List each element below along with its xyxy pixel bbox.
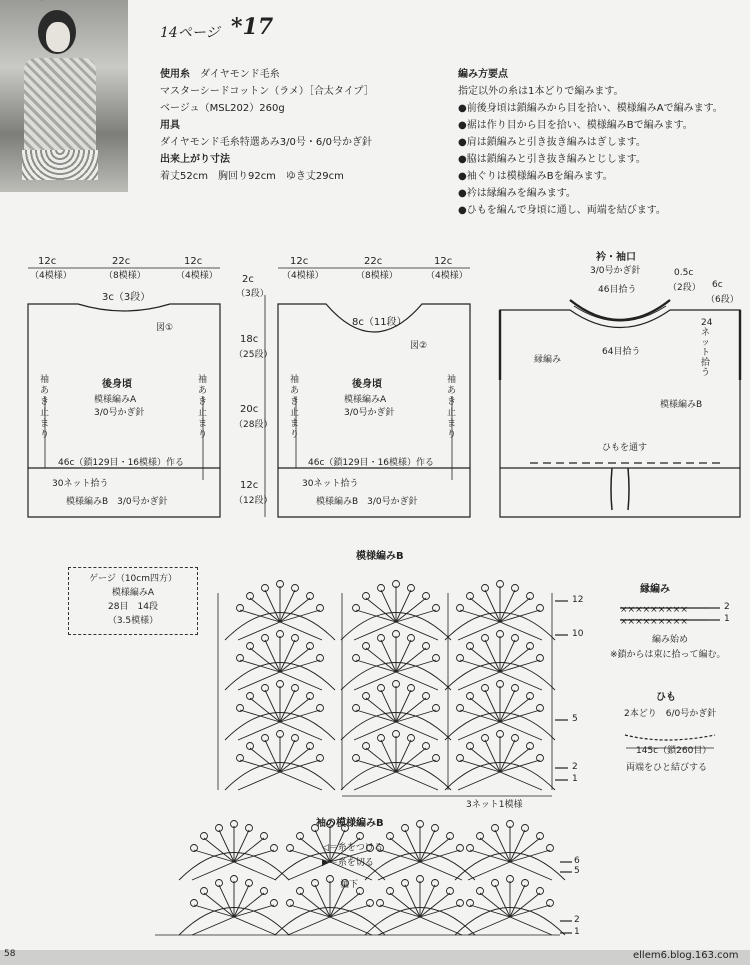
sleeve-row-6: 6 — [574, 856, 580, 866]
sleeve-legend-attach: ◁＝糸をつける — [322, 843, 383, 853]
sleeve-underarm: 袖下 — [340, 880, 359, 890]
yarn-heading: 使用糸 — [160, 69, 190, 80]
collar-pick-64: 64目拾う — [602, 347, 641, 357]
side-dim-3-sub: （28段） — [234, 420, 273, 430]
cord-title: ひも — [656, 692, 676, 703]
yarn-color: ベージュ（MSL202）260g — [160, 103, 285, 114]
back-neck-depth: 3c（3段） — [102, 292, 151, 303]
front-neck-depth: 8c（11段） — [352, 317, 407, 328]
front-title: 後身頃 — [352, 379, 382, 390]
collar-width-05: 0.5c — [674, 268, 694, 278]
edging-start: 編み始め — [652, 635, 689, 645]
back-pattern: 模様編みA — [94, 395, 137, 405]
front-top-right: 12c — [434, 256, 453, 267]
armhole-net-24: 24ネット拾う — [701, 318, 713, 378]
back-armhole-right: 袖あき止まり — [198, 375, 208, 440]
back-top-mid: 22c — [112, 256, 131, 267]
svg-text:×××××××××: ××××××××× — [620, 617, 688, 627]
chart-b-row-2: 2 — [572, 762, 578, 772]
instruction-item: ●肩は鎖編みと引き抜き編みはぎします。 — [458, 137, 646, 148]
side-dim-1-sub: （3段） — [236, 289, 269, 299]
back-armhole-left: 袖あき止まり — [40, 375, 50, 440]
front-top-left-sub: （4模様） — [282, 271, 324, 281]
armhole-pattern-b: 模様編みB — [660, 400, 703, 410]
collar-pick-46: 46目拾う — [598, 285, 637, 295]
back-top-right: 12c — [184, 256, 203, 267]
back-top-left: 12c — [38, 256, 57, 267]
back-top-right-sub: （4模様） — [176, 271, 218, 281]
pattern-number: *17 — [231, 14, 274, 40]
page-reference: 14ページ — [160, 25, 220, 41]
cord-note: 両端をひと結びする — [626, 763, 708, 773]
collar-hook: 3/0号かぎ針 — [590, 266, 641, 276]
collar-edge-label: 縁編み — [534, 355, 562, 365]
edging-note: ※鎖からは束に拾って編む。 — [610, 650, 726, 660]
yarn-brand: ダイヤモンド毛糸 — [200, 69, 280, 80]
front-hem: 模様編みB 3/0号かぎ針 — [316, 497, 418, 507]
side-dim-3: 20c — [240, 404, 259, 415]
instructions-intro: 指定以外の糸は1本どりで編みます。 — [458, 86, 624, 97]
edging-row-2: 2 — [724, 602, 730, 612]
instruction-item: ●衿は縁編みを編みます。 — [458, 188, 576, 199]
chart-b-row-1: 1 — [572, 774, 578, 784]
gauge-pattern: 模様編みA — [111, 588, 155, 598]
side-dim-2-sub: （25段） — [234, 350, 273, 360]
front-pattern: 模様編みA — [344, 395, 387, 405]
chart-b-row-10: 10 — [572, 629, 584, 639]
armhole-width-6: 6c — [712, 280, 723, 290]
front-chain: 46c（鎖129目・16模様）作る — [308, 458, 435, 468]
chart-b-title: 模様編みB — [356, 551, 404, 562]
side-dim-4-sub: （12段） — [234, 496, 273, 506]
armhole-width-6-sub: （6段） — [706, 295, 739, 305]
edging-title: 縁編み — [640, 584, 670, 595]
edging-row-1: 1 — [724, 614, 730, 624]
site-credit: ellem6.blog.163.com — [633, 950, 739, 961]
size-heading: 出来上がり寸法 — [160, 154, 230, 165]
front-armhole-left: 袖あき止まり — [290, 375, 300, 440]
instruction-item: ●ひもを編んで身頃に通し、両端を結びます。 — [458, 205, 666, 216]
sleeve-row-1: 1 — [574, 927, 580, 937]
cord-spec: 2本どり 6/0号かぎ針 — [624, 709, 717, 719]
side-dim-2: 18c — [240, 334, 259, 345]
yarn-name: マスターシードコットン（ラメ）［合太タイプ］ — [160, 86, 374, 97]
gauge-title: ゲージ（10cm四方） — [89, 574, 177, 584]
instruction-item: ●脇は鎖編みと引き抜き編みとじします。 — [458, 154, 646, 165]
page-number: 58 — [4, 949, 16, 959]
tools-text: ダイヤモンド毛糸特選あみ3/0号・6/0号かぎ針 — [160, 137, 372, 148]
chart-b-row-12: 12 — [572, 595, 584, 605]
front-top-left: 12c — [290, 256, 309, 267]
back-pick: 30ネット拾う — [52, 479, 109, 489]
gauge-values: 28目 14段 — [108, 602, 158, 612]
gauge-box — [68, 567, 198, 635]
collar-title: 衿・袖口 — [596, 252, 636, 263]
instruction-item: ●前後身頃は鎖編みから目を拾い、模様編みAで編みます。 — [458, 103, 723, 114]
sleeve-row-2: 2 — [574, 915, 580, 925]
front-pick: 30ネット拾う — [302, 479, 359, 489]
instructions-heading: 編み方要点 — [458, 69, 508, 80]
side-dim-4: 12c — [240, 480, 259, 491]
front-hook: 3/0号かぎ針 — [344, 408, 395, 418]
sleeve-chart-title: 袖の模様編みB — [316, 818, 384, 829]
tools-heading: 用具 — [160, 120, 180, 131]
chart-b-repeat: 3ネット1模様 — [466, 800, 523, 810]
back-hook: 3/0号かぎ針 — [94, 408, 145, 418]
sleeve-row-5: 5 — [574, 866, 580, 876]
side-dim-1: 2c — [242, 274, 254, 285]
front-top-mid: 22c — [364, 256, 383, 267]
back-title: 後身頃 — [102, 379, 132, 390]
sleeve-legend-cut: ▶＝糸を切る — [322, 858, 374, 868]
cord-thread-label: ひもを通す — [602, 443, 648, 453]
back-top-mid-sub: （8模様） — [104, 271, 146, 281]
size-text: 着丈52cm 胸回り92cm ゆき丈29cm — [160, 171, 344, 182]
cord-length: 145c（鎖260目） — [636, 746, 712, 756]
back-fig-ref: 図① — [156, 323, 174, 333]
back-hem: 模様編みB 3/0号かぎ針 — [66, 497, 168, 507]
chart-b-row-5: 5 — [572, 714, 578, 724]
front-fig-ref: 図② — [410, 341, 428, 351]
front-top-right-sub: （4模様） — [426, 271, 468, 281]
svg-text:×××××××××: ××××××××× — [620, 605, 688, 615]
instruction-item: ●袖ぐりは模様編みBを編みます。 — [458, 171, 613, 182]
gauge-rows: （3.5模様） — [107, 616, 159, 626]
back-chain: 46c（鎖129目・16模様）作る — [58, 458, 185, 468]
back-top-left-sub: （4模様） — [30, 271, 72, 281]
instruction-item: ●裾は作り目から目を拾い、模様編みBで編みます。 — [458, 120, 693, 131]
front-armhole-right: 袖あき止まり — [447, 375, 457, 440]
front-top-mid-sub: （8模様） — [356, 271, 398, 281]
collar-width-05-sub: （2段） — [668, 283, 701, 293]
